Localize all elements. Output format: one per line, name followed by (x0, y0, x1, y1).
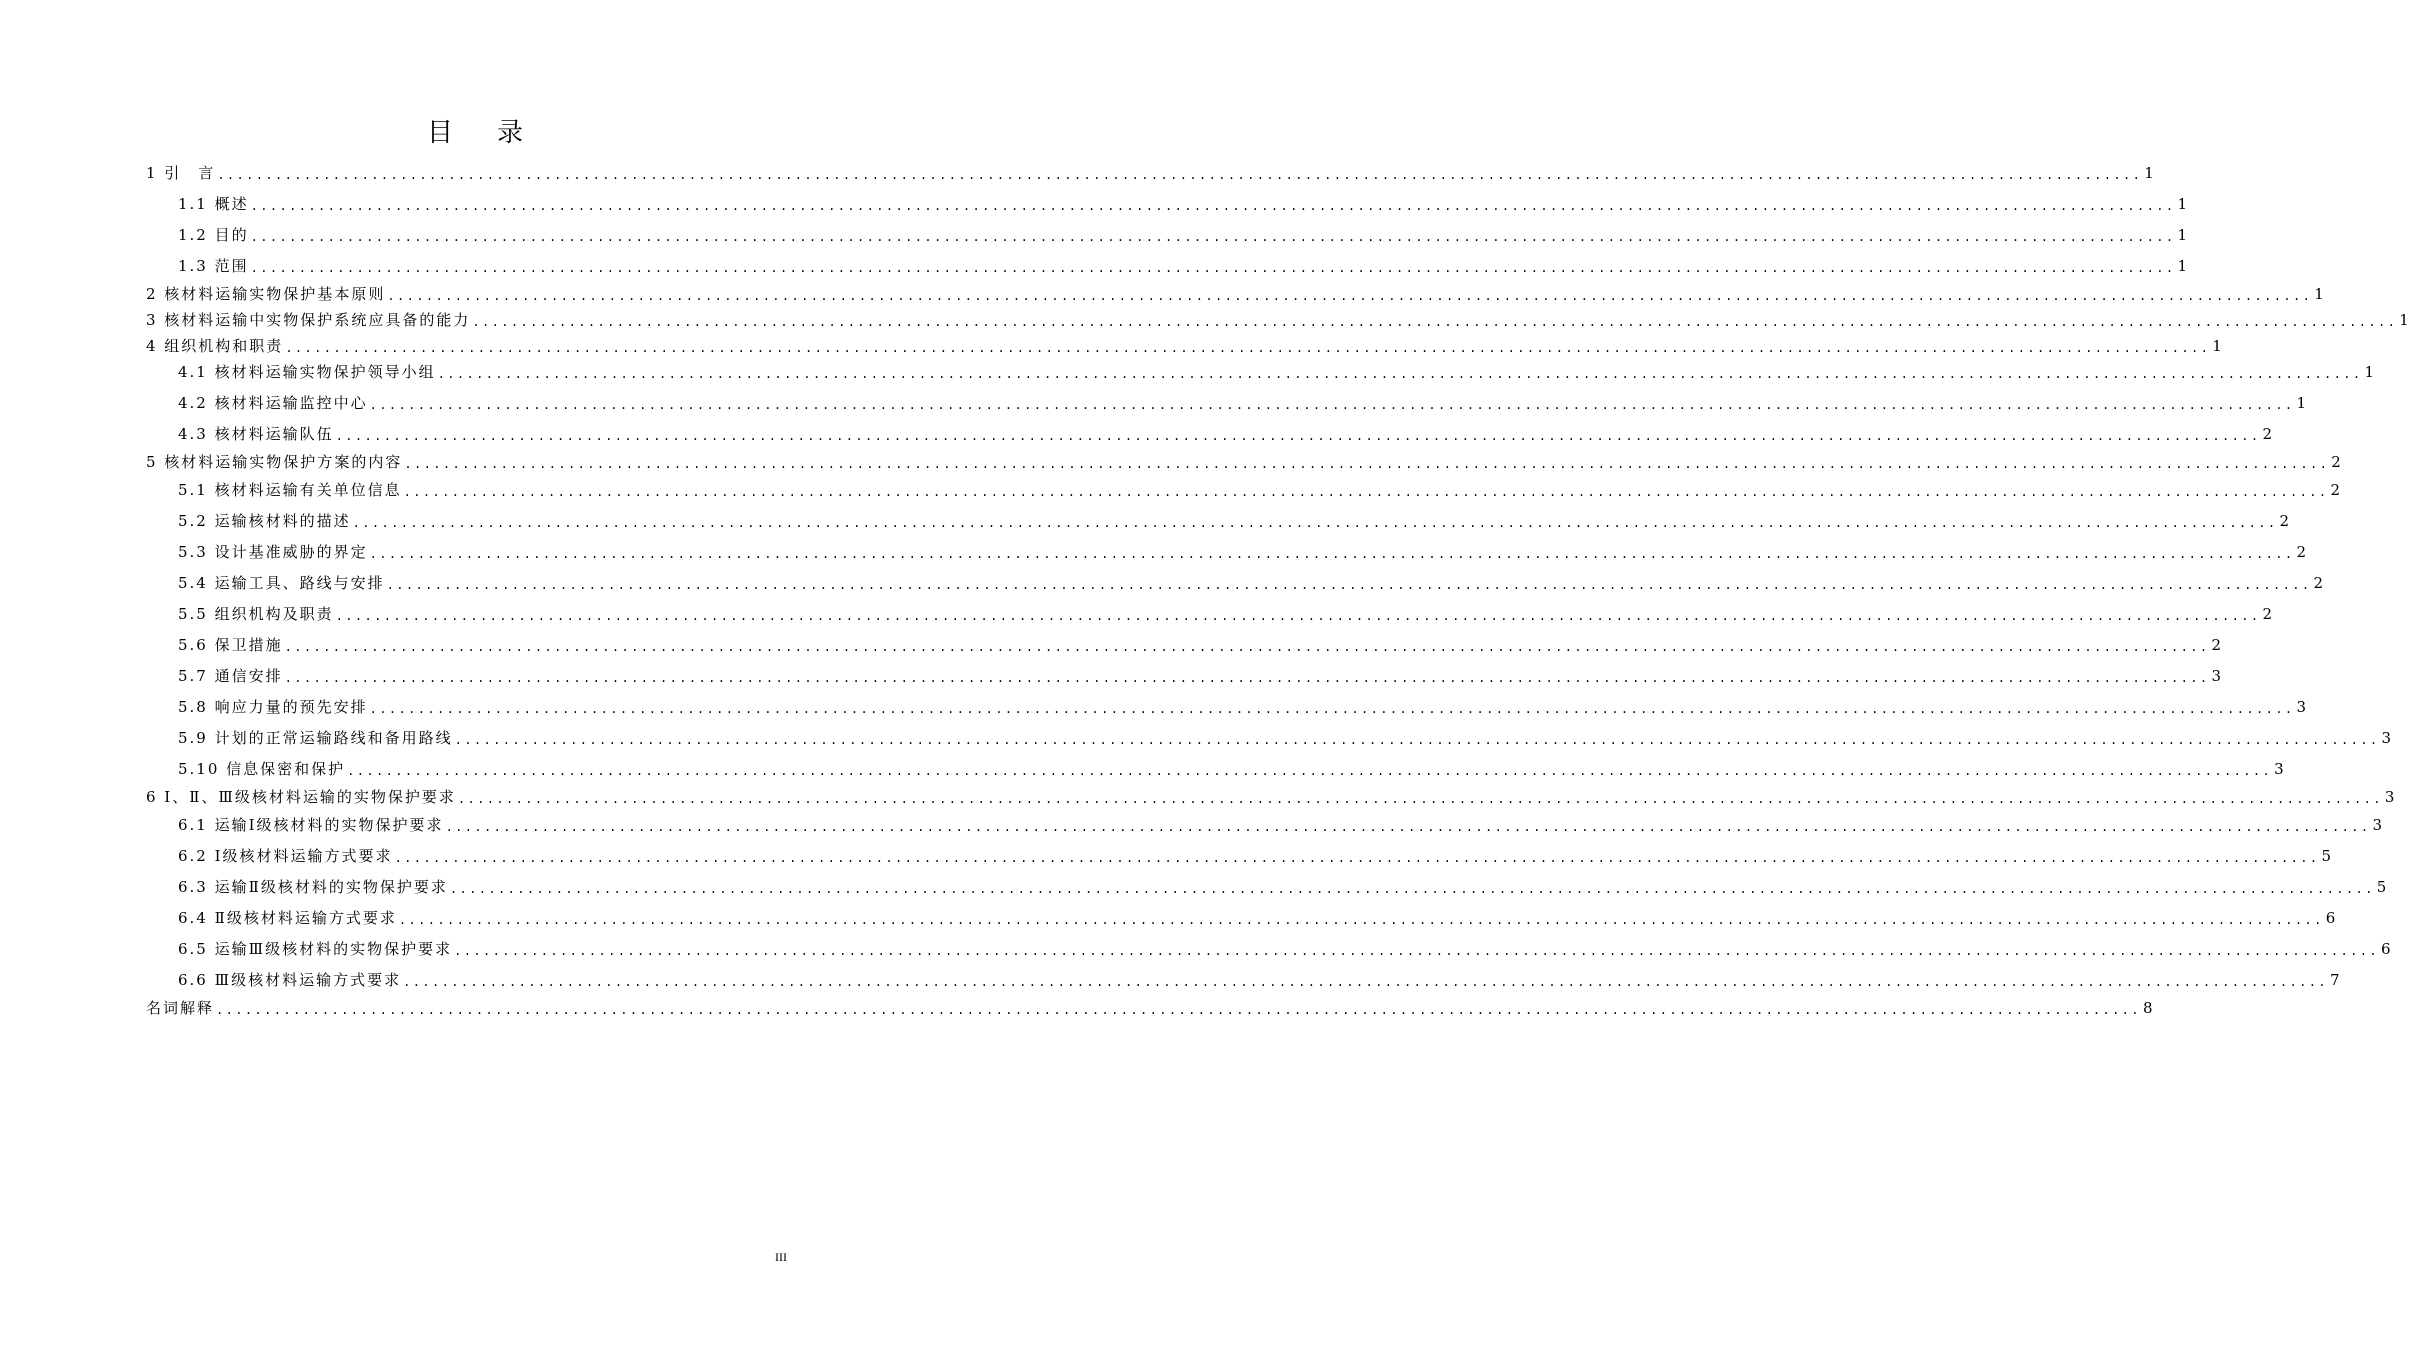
toc-entry-page: 3 (2296, 698, 2307, 716)
toc-leader-dots: ........................................................................................................................................................................................................ (386, 578, 2312, 592)
toc-entry-page: 2 (2279, 512, 2290, 530)
toc-entry[interactable] (146, 393, 2307, 413)
toc-entry[interactable] (146, 759, 2284, 779)
toc-entry[interactable] (146, 284, 2324, 304)
toc-leader-dots: ........................................................................................................................................................................................................ (454, 944, 2380, 958)
toc-entry-page: 3 (2381, 729, 2392, 747)
toc-entry-page: 1 (2212, 337, 2222, 355)
toc-entry[interactable] (146, 728, 2392, 748)
toc-entry-label: 5.2 运输核材料的描述 (178, 512, 351, 530)
toc-entry-page: 6 (2325, 909, 2336, 927)
toc-entry[interactable] (146, 452, 2341, 472)
toc-entry-page: 1 (2144, 164, 2154, 182)
toc-entry[interactable] (146, 310, 2409, 330)
toc-leader-dots: ........................................................................................................................................................................................................ (250, 199, 2176, 213)
toc-entry-page: 1 (2177, 195, 2188, 213)
toc-entry-label: 5.9 计划的正常运输路线和备用路线 (178, 729, 453, 747)
toc-entry-page: 1 (2399, 311, 2409, 329)
toc-leader-dots: ........................................................................................................................................................................................................ (369, 702, 2295, 716)
toc-entry-page: 8 (2142, 999, 2153, 1017)
toc-entry-page: 2 (2331, 453, 2341, 471)
toc-leader-dots: ........................................................................................................................................................................................................ (284, 671, 2210, 685)
toc-leader-dots: ........................................................................................................................................................................................................ (404, 457, 2330, 471)
toc-entry-label: 1 引 言 (146, 164, 216, 182)
toc-entry[interactable] (146, 336, 2222, 356)
toc-leader-dots: ........................................................................................................................................................................................................ (387, 289, 2313, 303)
toc-entry-label: 5.5 组织机构及职责 (178, 605, 334, 623)
toc-leader-dots: ........................................................................................................................................................................................................ (472, 315, 2398, 329)
toc-entry-label: 4.3 核材料运输队伍 (178, 425, 334, 443)
toc-entry-page: 1 (2177, 257, 2188, 275)
toc-entry[interactable] (146, 697, 2307, 717)
toc-entry-page: 2 (2296, 543, 2307, 561)
toc-leader-dots: ........................................................................................................................................................................................................ (285, 341, 2211, 355)
toc-entry[interactable] (146, 573, 2324, 593)
toc-entry-label: 6.2 Ⅰ级核材料运输方式要求 (178, 847, 393, 865)
toc-entry-page: 1 (2296, 394, 2307, 412)
toc-entry-label: 2 核材料运输实物保护基本原则 (146, 285, 386, 303)
toc-entry-page: 1 (2177, 226, 2188, 244)
toc-leader-dots: ........................................................................................................................................................................................................ (250, 230, 2176, 244)
toc-entry[interactable] (146, 511, 2290, 531)
toc-entry-label: 3 核材料运输中实物保护系统应具备的能力 (146, 311, 471, 329)
toc-entry-label: 6.3 运输Ⅱ级核材料的实物保护要求 (178, 878, 448, 896)
toc-entry[interactable] (146, 815, 2383, 835)
toc-entry[interactable] (146, 939, 2391, 959)
toc-entry[interactable] (146, 194, 2188, 214)
toc-entry-page: 2 (2262, 425, 2273, 443)
toc-entry-label: 6.4 Ⅱ级核材料运输方式要求 (178, 909, 397, 927)
toc-entry-page: 3 (2211, 667, 2222, 685)
toc-leader-dots: ........................................................................................................................................................................................................ (216, 1003, 2141, 1017)
toc-entry-label: 5.6 保卫措施 (178, 636, 283, 654)
toc-leader-dots: ........................................................................................................................................................................................................ (398, 913, 2324, 927)
toc-leader-dots: ........................................................................................................................................................................................................ (394, 851, 2320, 865)
toc-entry-page: 3 (2372, 816, 2383, 834)
toc-entry-label: 5.7 通信安排 (178, 667, 283, 685)
toc-entry-label: 1.1 概述 (178, 195, 249, 213)
toc-entry[interactable] (146, 480, 2341, 500)
page-number: III (775, 1250, 787, 1264)
toc-entry[interactable] (146, 256, 2188, 276)
toc-leader-dots: ........................................................................................................................................................................................................ (454, 733, 2380, 747)
toc-entry[interactable] (146, 666, 2222, 686)
toc-leader-dots: ........................................................................................................................................................................................................ (284, 640, 2210, 654)
toc-leader-dots: ........................................................................................................................................................................................................ (347, 764, 2273, 778)
page-title-part1: 目 (426, 118, 453, 148)
toc-leader-dots: ........................................................................................................................................................................................................ (449, 882, 2375, 896)
toc-entry-label: 4.2 核材料运输监控中心 (178, 394, 368, 412)
toc-entry-page: 2 (2313, 574, 2324, 592)
toc-entry-label: 5.10 信息保密和保护 (178, 760, 346, 778)
toc-entry-page: 3 (2384, 788, 2395, 806)
toc-entry-label: 6.5 运输Ⅲ级核材料的实物保护要求 (178, 940, 453, 958)
toc-entry-label: 5.4 运输工具、路线与安排 (178, 574, 385, 592)
toc-entry[interactable] (146, 163, 2154, 183)
toc-entry-label: 5 核材料运输实物保护方案的内容 (146, 453, 403, 471)
toc-entry-label: 4.1 核材料运输实物保护领导小组 (178, 363, 436, 381)
toc-entry-label: 6.1 运输Ⅰ级核材料的实物保护要求 (178, 816, 444, 834)
toc-entry[interactable] (146, 424, 2273, 444)
toc-leader-dots: ........................................................................................................................................................................................................ (250, 261, 2176, 275)
toc-leader-dots: ........................................................................................................................................................................................................ (457, 792, 2383, 806)
toc-entry-label: 6.6 Ⅲ级核材料运输方式要求 (178, 971, 402, 989)
toc-entry[interactable] (146, 542, 2307, 562)
toc-leader-dots: ........................................................................................................................................................................................................ (335, 609, 2261, 623)
toc-entry[interactable] (146, 635, 2222, 655)
toc-leader-dots: ........................................................................................................................................................................................................ (437, 367, 2363, 381)
toc-entry-page: 3 (2274, 760, 2284, 778)
toc-leader-dots: ........................................................................................................................................................................................................ (369, 398, 2295, 412)
toc-entry[interactable] (146, 970, 2340, 990)
toc-entry-page: 2 (2262, 605, 2273, 623)
toc-entry-page: 1 (2364, 363, 2375, 381)
toc-entry-page: 2 (2330, 481, 2341, 499)
toc-entry[interactable] (146, 908, 2336, 928)
toc-entry-page: 2 (2211, 636, 2222, 654)
toc-leader-dots: ........................................................................................................................................................................................................ (369, 547, 2295, 561)
toc-entry[interactable] (146, 225, 2188, 245)
toc-entry-label: 5.8 响应力量的预先安排 (178, 698, 368, 716)
page-title (0, 116, 950, 150)
toc-entry-page: 7 (2330, 971, 2340, 989)
toc-entry-page: 5 (2376, 878, 2387, 896)
toc-entry[interactable] (146, 877, 2387, 897)
toc-entry[interactable] (146, 362, 2375, 382)
toc-entry-label: 4 组织机构和职责 (146, 337, 284, 355)
toc-entry-label: 5.3 设计基准威胁的界定 (178, 543, 368, 561)
toc-entry-page: 5 (2321, 847, 2332, 865)
toc-leader-dots: ........................................................................................................................................................................................................ (403, 975, 2329, 989)
page-title-part2: 录 (497, 118, 524, 148)
toc-leader-dots: ........................................................................................................................................................................................................ (217, 168, 2143, 182)
toc-entry[interactable] (146, 604, 2273, 624)
toc-leader-dots: ........................................................................................................................................................................................................ (335, 429, 2261, 443)
toc-entry[interactable] (146, 787, 2395, 807)
toc-leader-dots: ........................................................................................................................................................................................................ (352, 516, 2278, 530)
toc-entry-page: 1 (2314, 285, 2324, 303)
toc-entry-page: 6 (2381, 940, 2391, 958)
toc-entry-label: 名词解释 (146, 999, 215, 1017)
toc-entry-label: 5.1 核材料运输有关单位信息 (178, 481, 402, 499)
toc-entry[interactable] (146, 846, 2332, 866)
toc-entry-label: 6 Ⅰ、Ⅱ、Ⅲ级核材料运输的实物保护要求 (146, 788, 456, 806)
toc-entry-label: 1.3 范围 (178, 257, 249, 275)
toc-leader-dots: ........................................................................................................................................................................................................ (445, 820, 2371, 834)
toc-entry[interactable] (146, 998, 2153, 1018)
toc-entry-label: 1.2 目的 (178, 226, 249, 244)
toc-leader-dots: ........................................................................................................................................................................................................ (403, 485, 2329, 499)
